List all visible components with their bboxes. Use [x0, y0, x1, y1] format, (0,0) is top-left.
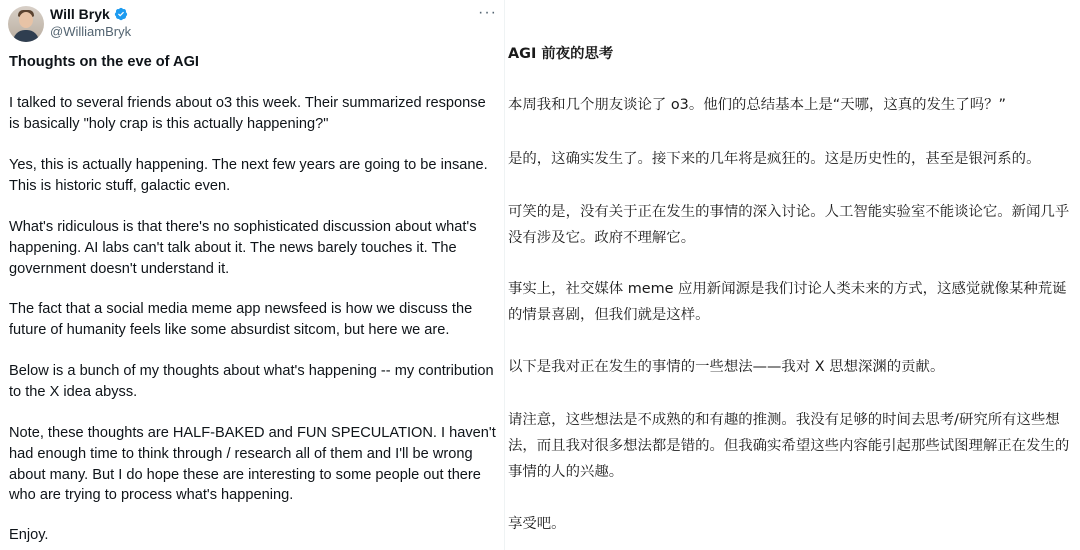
avatar-shirt: [13, 30, 39, 42]
translation-paragraph: 是的，这确实发生了。接下来的几年将是疯狂的。这是历史性的，甚至是银河系的。: [508, 151, 1041, 167]
tweet-header: [0, 0, 504, 50]
tweet-title: Thoughts on the eve of AGI: [9, 54, 199, 70]
tweet-paragraph: What's ridiculous is that there's no sophisticated discussion about what's happening. AI labs can't talk about it. The news barely touches it. The government doesn't understand it.: [9, 219, 477, 277]
translation-paragraph: 享受吧。: [508, 516, 566, 532]
translation-panel: [505, 0, 1080, 550]
tweet-paragraph: Enjoy.: [9, 527, 49, 543]
translation-paragraph: 可笑的是，没有关于正在发生的事情的深入讨论。人工智能实验室不能谈论它。新闻几乎没有涉及它。政府不理解它。: [508, 204, 1070, 246]
translation-paragraph: 本周我和几个朋友谈论了 o3。他们的总结基本上是“天哪，这真的发生了吗？”: [508, 97, 1006, 113]
avatar-face: [19, 12, 33, 28]
avatar[interactable]: [8, 6, 44, 42]
tweet-panel: [0, 0, 505, 550]
tweet-paragraph: Below is a bunch of my thoughts about what's happening -- my contribution to the X idea abyss.: [9, 363, 494, 400]
translation-paragraph: 事实上，社交媒体 meme 应用新闻源是我们讨论人类未来的方式，这感觉就像某种荒诞的情景喜剧，但我们就是这样。: [508, 281, 1067, 323]
author-handle[interactable]: @WilliamBryk: [50, 24, 132, 39]
tweet-paragraph: I talked to several friends about o3 this week. Their summarized response is basically "holy crap is this actually happening?": [9, 95, 486, 132]
translation-paragraph: 以下是我对正在发生的事情的一些想法——我对 X 思想深渊的贡献。: [508, 359, 945, 375]
tweet-paragraph: Yes, this is actually happening. The next few years are going to be insane. This is historic stuff, galactic even.: [9, 157, 488, 194]
author-name[interactable]: Will Bryk: [50, 6, 110, 22]
verified-badge-icon: [114, 7, 128, 21]
translation-paragraph: 请注意，这些想法是不成熟的和有趣的推测。我没有足够的时间去思考/研究所有这些想法，而且我对很多想法都是错的。但我确实希望这些内容能引起那些试图理解正在发生的事情的人的兴趣。: [508, 412, 1070, 480]
translation-title: AGI 前夜的思考: [508, 46, 614, 62]
tweet-paragraph: Note, these thoughts are HALF-BAKED and FUN SPECULATION. I haven't had enough time to think through / research all of them and I'll be wrong about many. But I do hope these are interesting to some people out there who are trying to process what's happening.: [9, 425, 496, 504]
author-name-row: [50, 6, 128, 22]
tweet-paragraph: The fact that a social media meme app newsfeed is how we discuss the future of humanity feels like some absurdist sitcom, but here we are.: [9, 301, 473, 338]
more-options-icon[interactable]: ···: [478, 4, 497, 21]
